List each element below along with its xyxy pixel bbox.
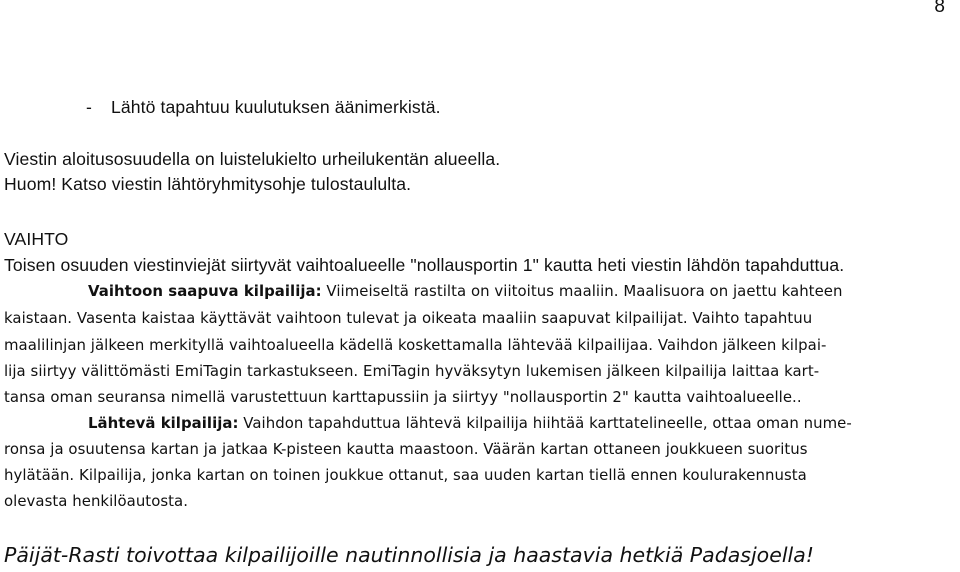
exchange-line-9: ronsa ja osuutensa kartan ja jatkaa K-pisteen kautta maastoon. Väärän kartan ottaneen joukkueen suoritus xyxy=(4,440,808,458)
exchange-line-6: lija siirtyy välittömästi EmiTagin tarkastukseen. EmiTagin hyväksytyn lukemisen jälkeen kilpailija laittaa kart- xyxy=(4,362,820,380)
exchange-line-3 xyxy=(88,282,842,300)
start-paragraph-line-1: Viestin aloitusosuudella on luistelukielto urheilukentän alueella. xyxy=(4,149,501,169)
page-number: 8 xyxy=(934,0,945,17)
exchange-line-4: kaistaan. Vasenta kaistaa käyttävät vaihtoon tulevat ja oikeata maaliin saapuvat kilpailijat. Vaihto tapahtuu xyxy=(4,309,813,327)
start-paragraph-line-2: Huom! Katso viestin lähtöryhmitysohje tulostaululta. xyxy=(4,174,412,194)
bullet-text: Lähtö tapahtuu kuulutuksen äänimerkistä. xyxy=(110,97,441,117)
exchange-line-10: hylätään. Kilpailija, jonka kartan on toinen joukkue ottanut, saa uuden kartan tiellä ennen koulurakennusta xyxy=(4,466,807,484)
exchange-line-8-text: Vaihdon tapahduttua lähtevä kilpailija hiihtää karttatelineelle, ottaa oman nume- xyxy=(238,414,852,432)
arriving-label: Vaihtoon saapuva kilpailija: xyxy=(88,282,322,300)
exchange-line-8 xyxy=(88,414,852,432)
exchange-line-11: olevasta henkilöautosta. xyxy=(4,492,189,510)
exchange-line-3-text: Viimeiseltä rastilta on viitoitus maaliin. Maalisuora on jaettu kahteen xyxy=(321,282,843,300)
departing-label: Lähtevä kilpailija: xyxy=(88,414,239,432)
exchange-intro: Toisen osuuden viestinviejät siirtyvät vaihtoalueelle "nollausportin 1" kautta heti viestin lähdön tapahduttua. xyxy=(4,255,845,275)
closing-message: Päijät-Rasti toivottaa kilpailijoille nautinnollisia ja haastavia hetkiä Padasjoella! xyxy=(4,543,815,567)
bullet-line xyxy=(86,97,441,118)
exchange-line-7: tansa oman seuransa nimellä varustettuun karttapussiin ja siirtyy "nollausportin 2" kautta vaihtoalueelle.. xyxy=(4,388,802,406)
exchange-line-5: maalilinjan jälkeen merkityllä vaihtoalueella kädellä koskettamalla lähtevää kilpailijaa. Vaihdon jälkeen kilpai- xyxy=(4,336,827,354)
bullet-marker: - xyxy=(86,97,92,117)
section-heading: VAIHTO xyxy=(4,229,69,249)
